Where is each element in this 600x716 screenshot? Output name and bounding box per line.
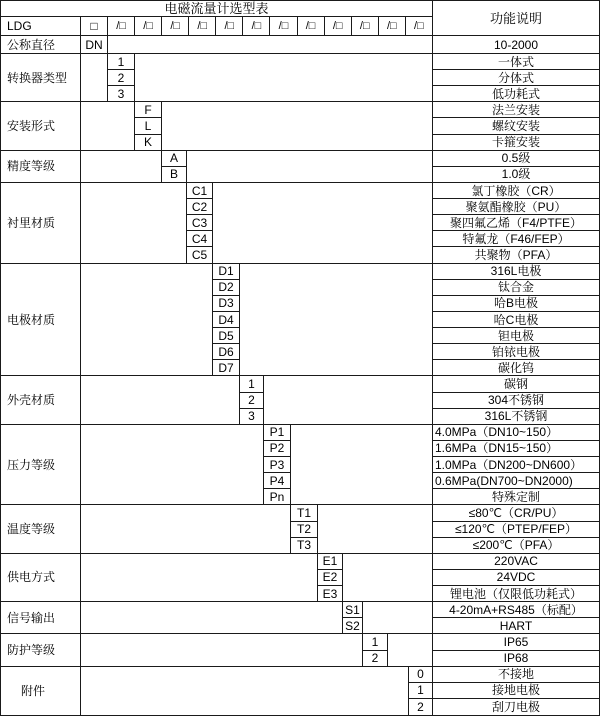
- model-code-slot: /□: [243, 17, 270, 35]
- model-code-slot: /□: [352, 17, 379, 35]
- code-cell: B: [162, 167, 187, 183]
- desc-cell: 钛合金: [433, 280, 599, 296]
- section-label: 信号输出: [1, 602, 81, 634]
- section-spacer-right: [135, 54, 433, 102]
- desc-cell: 哈C电极: [433, 312, 599, 328]
- section-spacer-left: [81, 554, 318, 602]
- code-cell: 2: [108, 70, 135, 86]
- code-cell: S2: [343, 618, 363, 634]
- desc-cell: IP68: [433, 651, 599, 667]
- dn-desc: 10-2000: [433, 36, 599, 54]
- desc-cell: 低功耗式: [433, 86, 599, 102]
- code-cell: C5: [187, 247, 213, 263]
- dn-code: DN: [81, 36, 108, 54]
- section-spacer-right: [343, 554, 433, 602]
- section-spacer-left: [81, 183, 187, 264]
- desc-cell: 特氟龙（F46/FEP）: [433, 231, 599, 247]
- desc-cell: 碳钢: [433, 376, 599, 392]
- desc-cell: 特殊定制: [433, 489, 599, 505]
- code-cell: C2: [187, 199, 213, 215]
- desc-cell: 1.6MPa（DN15~150）: [433, 441, 599, 457]
- desc-cell: HART: [433, 618, 599, 634]
- code-cell: D6: [213, 344, 240, 360]
- section-label: 转换器类型: [1, 54, 81, 102]
- code-cell: D1: [213, 264, 240, 280]
- desc-cell: ≤120℃（PTEP/FEP）: [433, 522, 599, 538]
- desc-cell: 刮刀电极: [491, 699, 540, 714]
- section-spacer-left: [81, 264, 213, 377]
- desc-cell: 碳化钨: [433, 360, 599, 376]
- model-code-slot: /□: [379, 17, 406, 35]
- desc-cell: 聚四氟乙烯（F4/PTFE）: [433, 215, 599, 231]
- code-cell: P4: [264, 473, 291, 489]
- section-spacer-right: [291, 425, 433, 506]
- desc-cell: 316L不锈钢: [433, 409, 599, 425]
- section-label: 衬里材质: [1, 183, 81, 264]
- model-code-slot: /□: [298, 17, 325, 35]
- model-base-box: □: [81, 17, 108, 36]
- section-spacer-left: [81, 634, 363, 666]
- desc-cell: 接地电极: [433, 683, 599, 699]
- code-cell: 2: [363, 651, 388, 667]
- desc-cell: ≤80℃（CR/PU）: [433, 505, 599, 521]
- desc-cell: 哈B电极: [433, 296, 599, 312]
- code-cell: C4: [187, 231, 213, 247]
- section-spacer-left: [81, 425, 264, 506]
- code-cell: 2: [240, 393, 264, 409]
- section-spacer-left: [81, 602, 343, 634]
- desc-cell: 分体式: [433, 70, 599, 86]
- code-cell: 0: [409, 667, 433, 683]
- model-code-slot: /□: [216, 17, 243, 35]
- desc-cell: ≤200℃（PFA）: [433, 538, 599, 554]
- code-cell: E1: [318, 554, 343, 570]
- desc-cell: 卡箍安装: [433, 135, 599, 151]
- section-label: 外壳材质: [1, 376, 81, 424]
- desc-cell: IP65: [433, 634, 599, 650]
- desc-cell: 铂铱电极: [433, 344, 599, 360]
- model-code-slot: /□: [414, 20, 424, 32]
- section-spacer-left: [81, 151, 162, 183]
- section-spacer-right: [162, 102, 433, 150]
- code-cell: E2: [318, 570, 343, 586]
- code-cell: C1: [187, 183, 213, 199]
- code-cell: P3: [264, 457, 291, 473]
- desc-cell: 304不锈钢: [433, 393, 599, 409]
- code-cell: 2: [409, 699, 433, 715]
- code-cell: P1: [264, 425, 291, 441]
- desc-cell: 316L电极: [433, 264, 599, 280]
- code-cell: 3: [108, 86, 135, 102]
- code-cell: D3: [213, 296, 240, 312]
- section-label: 温度等级: [1, 505, 81, 553]
- section-label: 防护等级: [1, 634, 81, 666]
- code-cell: T1: [291, 505, 318, 521]
- section-spacer-right: [264, 376, 433, 424]
- section-label: 附件: [1, 667, 81, 715]
- desc-cell: 氯丁橡胶（CR）: [433, 183, 599, 199]
- desc-cell: 4-20mA+RS485（标配）: [433, 602, 599, 618]
- model-code-slot: /□: [108, 17, 135, 35]
- model-code-slot: /□: [270, 17, 297, 35]
- code-cell: 1: [240, 376, 264, 392]
- desc-cell: 1.0MPa（DN200~DN600）: [433, 457, 599, 473]
- code-cell: C3: [187, 215, 213, 231]
- code-cell: T2: [291, 522, 318, 538]
- code-cell: D5: [213, 328, 240, 344]
- code-cell: 3: [240, 409, 264, 425]
- section-spacer-right: [363, 602, 433, 634]
- section-label: 压力等级: [1, 425, 81, 506]
- function-description-header: 功能说明: [433, 1, 599, 36]
- desc-cell: 24VDC: [433, 570, 599, 586]
- code-cell: D7: [213, 360, 240, 376]
- section-spacer-right: [240, 264, 433, 377]
- desc-cell: 1.0级: [433, 167, 599, 183]
- section-spacer-right: [187, 151, 433, 183]
- desc-cell: 锂电池（仅限低功耗式）: [433, 586, 599, 602]
- section-label: 安装形式: [1, 102, 81, 150]
- section-spacer-right: [213, 183, 433, 264]
- desc-cell: 法兰安装: [433, 102, 599, 118]
- section-spacer-left: [81, 102, 135, 150]
- model-code-slot: /□: [162, 17, 189, 35]
- section-spacer-left: [81, 54, 108, 102]
- section-spacer-right: [388, 634, 433, 666]
- model-code-slot: /□: [189, 17, 216, 35]
- section-label: 供电方式: [1, 554, 81, 602]
- code-cell: T3: [291, 538, 318, 554]
- desc-cell: 220VAC: [433, 554, 599, 570]
- code-cell: D4: [213, 312, 240, 328]
- section-spacer-left: [81, 376, 240, 424]
- code-cell: F: [135, 102, 162, 118]
- dn-row-label: 公称直径: [1, 36, 81, 54]
- code-cell: 1: [409, 683, 433, 699]
- dn-spacer: [108, 36, 433, 54]
- desc-cell: 不接地: [433, 667, 599, 683]
- section-spacer-left: [81, 505, 291, 553]
- desc-cell: 0.6MPa(DN700~DN2000): [433, 473, 599, 489]
- table-title: 电磁流量计选型表: [1, 1, 433, 17]
- model-code-slots: [108, 17, 433, 36]
- model-code-slot: /□: [325, 17, 352, 35]
- code-cell: P2: [264, 441, 291, 457]
- code-cell: D2: [213, 280, 240, 296]
- code-cell: 1: [363, 634, 388, 650]
- code-cell: K: [135, 135, 162, 151]
- desc-cell: 螺纹安装: [433, 118, 599, 134]
- code-cell: 1: [108, 54, 135, 70]
- model-prefix: LDG: [1, 17, 81, 36]
- desc-cell: 聚氨酯橡胶（PU）: [433, 199, 599, 215]
- section-spacer-right: [318, 505, 433, 553]
- code-cell: A: [162, 151, 187, 167]
- desc-cell: 0.5级: [433, 151, 599, 167]
- desc-cell: 钽电极: [433, 328, 599, 344]
- section-spacer-left: [81, 667, 409, 715]
- code-cell: S1: [343, 602, 363, 618]
- section-label: 电极材质: [1, 264, 81, 377]
- code-cell: E3: [318, 586, 343, 602]
- code-cell: Pn: [264, 489, 291, 505]
- desc-cell: 一体式: [433, 54, 599, 70]
- section-label: 精度等级: [1, 151, 81, 183]
- desc-cell: 4.0MPa（DN10~150）: [433, 425, 599, 441]
- code-cell: L: [135, 118, 162, 134]
- model-code-slot: /□: [135, 17, 162, 35]
- desc-cell: 共聚物（PFA）: [433, 247, 599, 263]
